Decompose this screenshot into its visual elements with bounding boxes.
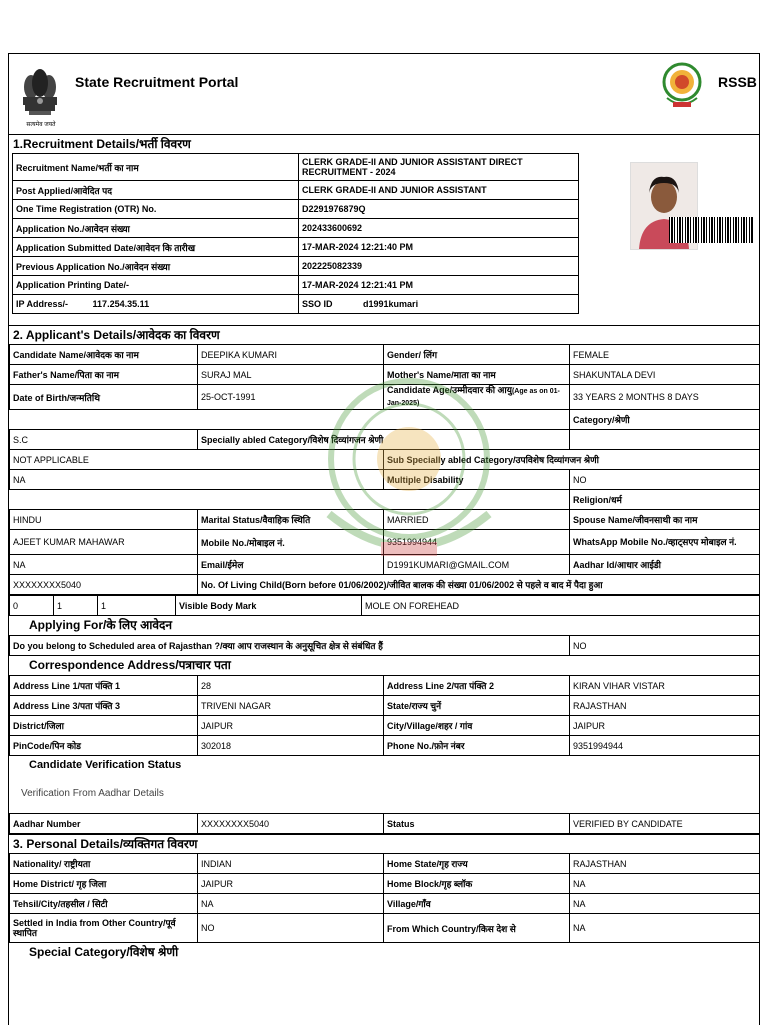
- village-value: NA: [570, 894, 760, 914]
- state-label: State/राज्य चुनें: [384, 696, 570, 716]
- section-applying-for-title: Applying For/के लिए आवेदन: [29, 618, 173, 632]
- marital-status-value: MARRIED: [384, 510, 570, 530]
- father-name-value: SURAJ MAL: [198, 365, 384, 385]
- table-row: [10, 365, 760, 385]
- home-state-value: RAJASTHAN: [570, 854, 760, 874]
- religion-value: HINDU: [10, 510, 198, 530]
- aadhar-number-value: XXXXXXXX5040: [198, 814, 384, 834]
- district-label: District/जिला: [10, 716, 198, 736]
- village-label: Village/गाँव: [384, 894, 570, 914]
- address-table: [9, 675, 760, 756]
- nationality-label: Nationality/ राष्ट्रीयता: [10, 854, 198, 874]
- rssb-logo-icon: [659, 60, 705, 112]
- age-label: Candidate Age/उम्मीदवार की आयु: [387, 385, 512, 395]
- pincode-label: PinCode/पिन कोड: [10, 736, 198, 756]
- candidate-name-value: DEEPIKA KUMARI: [198, 345, 384, 365]
- table-row: [10, 490, 760, 510]
- table-row: [10, 510, 760, 530]
- ip-address-value: 117.254.35.11: [92, 299, 150, 309]
- recruitment-table: [12, 153, 579, 314]
- table-row: [13, 276, 579, 295]
- verification-source: Verification From Aadhar Details: [21, 788, 164, 799]
- table-row: [10, 636, 760, 656]
- mobile-label: Mobile No./मोबाइल नं.: [198, 530, 384, 555]
- whatsapp-label: WhatsApp Mobile No./व्हाट्सएप मोबाइल नं.: [570, 530, 760, 555]
- from-country-label: From Which Country/किस देश से: [384, 914, 570, 943]
- section-applicant-title: 2. Applicant's Details/आवेदक का विवरण: [9, 325, 759, 344]
- barcode: [669, 217, 753, 243]
- sso-id-cell: [299, 295, 579, 314]
- marital-status-label: Marital Status/वैवाहिक स्थिति: [198, 510, 384, 530]
- section-recruitment-title: 1.Recruitment Details/भर्ती विवरण: [9, 134, 759, 153]
- gender-label: Gender/ लिंग: [384, 345, 570, 365]
- child-body-mark-table: [9, 595, 760, 616]
- sso-id-value: d1991kumari: [363, 299, 419, 309]
- home-block-label: Home Block/गृह ब्लॉक: [384, 874, 570, 894]
- applicant-table: [9, 344, 760, 595]
- table-row: [10, 555, 760, 575]
- phone-value: 9351994944: [570, 736, 760, 756]
- address-line2-label: Address Line 2/पता पंक्ति 2: [384, 676, 570, 696]
- personal-table: [9, 853, 760, 943]
- home-district-label: Home District/ गृह जिला: [10, 874, 198, 894]
- printing-date-value: 17-MAR-2024 12:21:41 PM: [299, 276, 579, 295]
- gender-value: FEMALE: [570, 345, 760, 365]
- aadhar-id-value: XXXXXXXX5040: [10, 575, 198, 595]
- spouse-name-value: AJEET KUMAR MAHAWAR: [10, 530, 198, 555]
- settled-label: Settled in India from Other Country/पूर्व स्थापित: [10, 914, 198, 943]
- application-form: [8, 53, 760, 1025]
- dob-value: 25-OCT-1991: [198, 385, 384, 410]
- age-value: 33 YEARS 2 MONTHS 8 DAYS: [570, 385, 760, 410]
- section-correspondence-title: Correspondence Address/पत्राचार पता: [29, 658, 231, 672]
- post-applied-value: CLERK GRADE-II AND JUNIOR ASSISTANT: [299, 181, 579, 200]
- aadhar-id-label: Aadhar Id/आधार आईडी: [570, 555, 760, 575]
- table-row: [10, 696, 760, 716]
- otr-label: One Time Registration (OTR) No.: [13, 200, 299, 219]
- pincode-value: 302018: [198, 736, 384, 756]
- section-special-category-title: Special Category/विशेष श्रेणी: [29, 945, 179, 959]
- home-state-label: Home State/गृह राज्य: [384, 854, 570, 874]
- father-name-label: Father's Name/पिता का नाम: [10, 365, 198, 385]
- sub-specially-abled-label: Sub Specially abled Category/उपविशेष दिव्यांगजन श्रेणी: [384, 450, 760, 470]
- settled-value: NO: [198, 914, 384, 943]
- table-row: [13, 154, 579, 181]
- aadhar-number-label: Aadhar Number: [10, 814, 198, 834]
- section-personal-title: 3. Personal Details/व्यक्तिगत विवरण: [9, 834, 759, 853]
- table-row: [10, 874, 760, 894]
- post-applied-label: Post Applied/आवेदित पद: [13, 181, 299, 200]
- submitted-date-label: Application Submitted Date/आवेदन कि तारीख: [13, 238, 299, 257]
- table-row: [13, 181, 579, 200]
- living-child-label: No. Of Living Child(Born before 01/06/2002)/जीवित बालक की संख्या 01/06/2002 से पहले व बाद में पैदा हुआ: [198, 575, 760, 595]
- mother-name-label: Mother's Name/माता का नाम: [384, 365, 570, 385]
- mother-name-value: SHAKUNTALA DEVI: [570, 365, 760, 385]
- recruitment-name-value: CLERK GRADE-II AND JUNIOR ASSISTANT DIRECT RECRUITMENT - 2024: [299, 154, 579, 181]
- form-header: [9, 54, 759, 134]
- table-row: [10, 736, 760, 756]
- multiple-disability-label: Multiple Disability: [384, 470, 570, 490]
- verification-table: [9, 813, 760, 834]
- scheduled-area-question: Do you belong to Scheduled area of Rajasthan ?/क्या आप राजस्थान के अनुसूचित क्षेत्र से संबंधित हैं: [10, 636, 570, 656]
- district-value: JAIPUR: [198, 716, 384, 736]
- verification-status-label: Status: [384, 814, 570, 834]
- portal-title: State Recruitment Portal: [75, 74, 239, 90]
- table-row: [10, 596, 760, 616]
- email-value: D1991KUMARI@GMAIL.COM: [384, 555, 570, 575]
- age-label-cell: [384, 385, 570, 410]
- previous-application-label: Previous Application No./आवेदन संख्या: [13, 257, 299, 276]
- org-short-name: RSSB: [718, 74, 757, 90]
- table-row: [13, 200, 579, 219]
- table-row: [10, 716, 760, 736]
- phone-label: Phone No./फ़ोन नंबर: [384, 736, 570, 756]
- table-row: [10, 854, 760, 874]
- applying-for-table: [9, 635, 760, 656]
- city-value: JAIPUR: [570, 716, 760, 736]
- email-label: Email/ईमेल: [198, 555, 384, 575]
- age-note: (Age as on 01-Jan-2025): [387, 388, 560, 407]
- body-mark-value: MOLE ON FOREHEAD: [362, 596, 760, 616]
- home-block-value: NA: [570, 874, 760, 894]
- ip-address-label: IP Address/-: [16, 299, 69, 309]
- mobile-value: 9351994944: [384, 530, 570, 555]
- table-row: [13, 219, 579, 238]
- nationality-value: INDIAN: [198, 854, 384, 874]
- address-line2-value: KIRAN VIHAR VISTAR: [570, 676, 760, 696]
- address-line1-label: Address Line 1/पता पंक्ति 1: [10, 676, 198, 696]
- state-value: RAJASTHAN: [570, 696, 760, 716]
- table-row: [10, 345, 760, 365]
- table-row: [10, 410, 760, 430]
- tehsil-value: NA: [198, 894, 384, 914]
- previous-application-value: 202225082339: [299, 257, 579, 276]
- submitted-date-value: 17-MAR-2024 12:21:40 PM: [299, 238, 579, 257]
- otr-value: D2291976879Q: [299, 200, 579, 219]
- table-row: [10, 385, 760, 410]
- address-line1-value: 28: [198, 676, 384, 696]
- sso-id-label: SSO ID: [302, 299, 333, 309]
- from-country-value: NA: [570, 914, 760, 943]
- spouse-name-label: Spouse Name/जीवनसाथी का नाम: [570, 510, 760, 530]
- table-row: [10, 450, 760, 470]
- whatsapp-value: NA: [10, 555, 198, 575]
- table-row: [13, 238, 579, 257]
- emblem-caption: सत्यमेव जयते: [26, 122, 56, 128]
- application-no-label: Application No./आवेदन संख्या: [13, 219, 299, 238]
- candidate-name-label: Candidate Name/आवेदक का नाम: [10, 345, 198, 365]
- address-line3-label: Address Line 3/पता पंक्ति 3: [10, 696, 198, 716]
- sub-specially-abled-value: NA: [10, 470, 384, 490]
- national-emblem-icon: [15, 57, 65, 123]
- table-row: [10, 430, 760, 450]
- dob-label: Date of Birth/जन्मतिथि: [10, 385, 198, 410]
- recruitment-name-label: Recruitment Name/भर्ती का नाम: [13, 154, 299, 181]
- multiple-disability-value: NO: [570, 470, 760, 490]
- child-total-value: 1: [98, 596, 176, 616]
- category-label: Category/श्रेणी: [570, 410, 760, 430]
- city-label: City/Village/शहर / गांव: [384, 716, 570, 736]
- table-row: [10, 575, 760, 595]
- child-after-value: 1: [54, 596, 98, 616]
- child-before-value: 0: [10, 596, 54, 616]
- specially-abled-label: Specially abled Category/विशेष दिव्यांगजन श्रेणी: [198, 430, 570, 450]
- religion-label: Religion/धर्म: [570, 490, 760, 510]
- scheduled-area-answer: NO: [570, 636, 760, 656]
- table-row: [10, 530, 760, 555]
- verification-status-value: VERIFIED BY CANDIDATE: [570, 814, 760, 834]
- tehsil-label: Tehsil/City/तहसील / सिटी: [10, 894, 198, 914]
- applicant-section: [9, 325, 759, 962]
- table-row: [10, 914, 760, 943]
- section-verification-title: Candidate Verification Status: [29, 759, 182, 771]
- category-value: S.C: [10, 430, 198, 450]
- home-district-value: JAIPUR: [198, 874, 384, 894]
- table-row: [10, 470, 760, 490]
- ip-address-cell: [13, 295, 299, 314]
- table-row: [13, 257, 579, 276]
- table-row: [10, 814, 760, 834]
- application-no-value: 202433600692: [299, 219, 579, 238]
- table-row: [10, 676, 760, 696]
- printing-date-label: Application Printing Date/-: [13, 276, 299, 295]
- table-row: [13, 295, 579, 314]
- body-mark-label: Visible Body Mark: [176, 596, 362, 616]
- specially-abled-value: NOT APPLICABLE: [10, 450, 384, 470]
- address-line3-value: TRIVENI NAGAR: [198, 696, 384, 716]
- table-row: [10, 894, 760, 914]
